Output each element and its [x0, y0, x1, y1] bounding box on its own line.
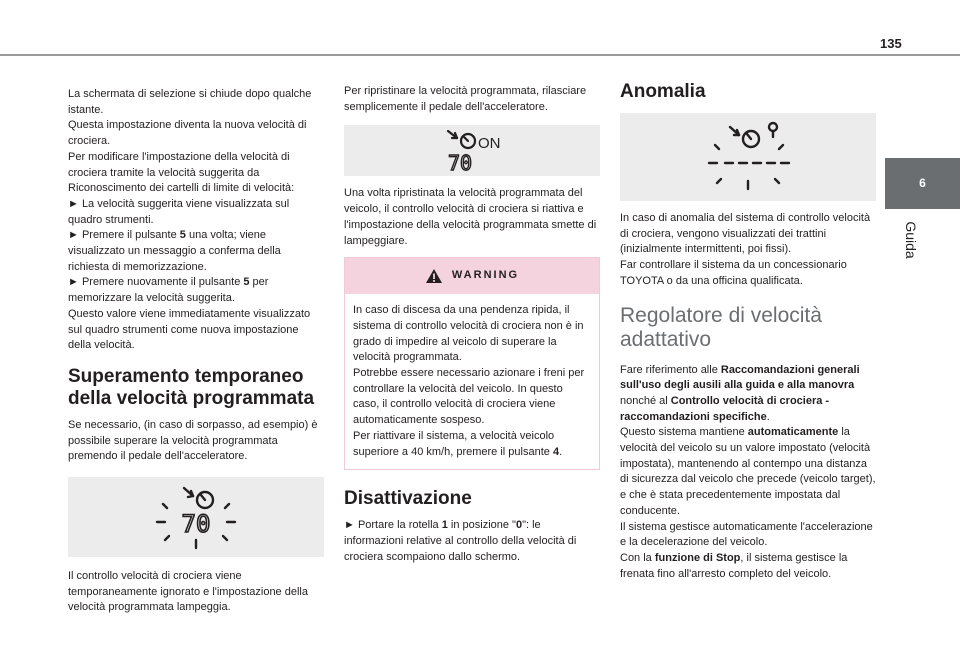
warning-header	[345, 258, 599, 294]
column-1	[68, 87, 324, 616]
column-2	[344, 84, 600, 565]
paragraph: La schermata di selezione si chiude dopo qualche istante.	[68, 88, 312, 116]
chapter-tab[interactable]: 6	[885, 158, 960, 209]
cruise-override-figure	[68, 477, 324, 557]
header-rule	[0, 54, 960, 56]
warning-title: WARNING	[451, 269, 520, 282]
cruise-fault-icon	[703, 119, 793, 195]
paragraph: Fare riferimento alle Raccomandazioni generali sull'uso degli ausili alla guida e alla manovra nonché al Controllo velocità di crociera - raccomandazioni specifiche.	[620, 363, 860, 423]
chapter-label-text: Guida	[902, 221, 919, 259]
paragraph: Questo valore viene immediatamente visualizzato sul quadro strumenti come nuova impostazione della velocità.	[68, 307, 311, 352]
cruise-on-figure	[344, 125, 600, 176]
step-2: ► Premere il pulsante 5 una volta; viene visualizzato un messaggio a conferma della richiesta di memorizzazione.	[68, 229, 281, 273]
section-heading: Regolatore di velocità adattativo	[620, 303, 822, 351]
section-heading: Disattivazione	[344, 488, 472, 510]
warning-paragraph: Per riattivare il sistema, a velocità veicolo superiore a 40 km/h, premere il pulsante 4.	[353, 429, 563, 458]
paragraph: Una volta ripristinata la velocità programmata del veicolo, il controllo velocità di crociera si riattiva e l'impostazione della velocità programmata smette di lampeggiare.	[344, 187, 597, 247]
paragraph: Il sistema gestisce automaticamente l'accelerazione e la decelerazione del veicolo.	[620, 520, 873, 549]
cruise-speed-blink-icon	[151, 482, 241, 552]
section-heading: Anomalia	[620, 81, 706, 102]
step-1: ► La velocità suggerita viene visualizzata sul quadro strumenti.	[68, 197, 290, 226]
paragraph: Se necessario, (in caso di sorpasso, ad esempio) è possibile superare la velocità programmata premendo il pedale dell'acceleratore.	[68, 418, 318, 463]
column-3	[620, 81, 876, 582]
deactivation-step: ► Portare la rotella 1 in posizione "0": le informazioni relative al controllo della velocità di crociera scompaiono dallo schermo.	[344, 519, 577, 563]
cruise-on-icon	[432, 128, 512, 174]
anomaly-figure	[620, 113, 876, 201]
paragraph: Con la funzione di Stop, il sistema gestisce la frenata fino all'arresto completo del veicolo.	[620, 551, 848, 580]
paragraph: Questo sistema mantiene automaticamente la velocità del veicolo su un valore impostato (velocità impostata), mantenendo al contempo una distanza di sicurezza dal veicolo che precede (veicolo target), e che è stata precedentemente impostata dal conducente.	[620, 426, 876, 517]
warning-paragraph: Potrebbe essere necessario azionare i freni per controllare la velocità del veicolo. In questo caso, il controllo velocità di crociera viene automaticamente sospeso.	[353, 367, 585, 427]
warning-triangle-icon	[425, 268, 443, 284]
figure-caption: Il controllo velocità di crociera viene temporaneamente ignorato e l'impostazione della velocità programmata lampeggia.	[68, 570, 308, 614]
paragraph: Questa impostazione diventa la nuova velocità di crociera.	[68, 119, 307, 148]
speed-display-value: 70	[447, 150, 473, 174]
warning-paragraph: In caso di discesa da una pendenza ripida, il sistema di controllo velocità di crociera non è in grado di impedire al veicolo di superare la velocità programmata.	[353, 304, 584, 364]
chapter-label	[903, 205, 918, 275]
paragraph: In caso di anomalia del sistema di controllo velocità di crociera, vengono visualizzati dei trattini (inizialmente intermittenti, poi fissi).	[620, 212, 871, 256]
step-3: ► Premere nuovamente il pulsante 5 per memorizzare la velocità suggerita.	[68, 276, 269, 305]
speed-display-value: 70	[181, 510, 211, 539]
page-number: 135	[880, 36, 902, 51]
paragraph: Per modificare l'impostazione della velocità di crociera tramite la velocità suggerita da Riconoscimento dei cartelli di limite di velocità:	[68, 150, 295, 195]
warning-box	[344, 257, 600, 470]
paragraph: Per ripristinare la velocità programmata, rilasciare semplicemente il pedale dell'acceleratore.	[344, 85, 587, 113]
on-label: ON	[478, 134, 501, 152]
warning-body	[345, 294, 599, 469]
section-heading: Superamento temporaneo della velocità programmata	[68, 365, 315, 409]
paragraph: Far controllare il sistema da un concessionario TOYOTA o da una officina qualificata.	[620, 259, 847, 287]
